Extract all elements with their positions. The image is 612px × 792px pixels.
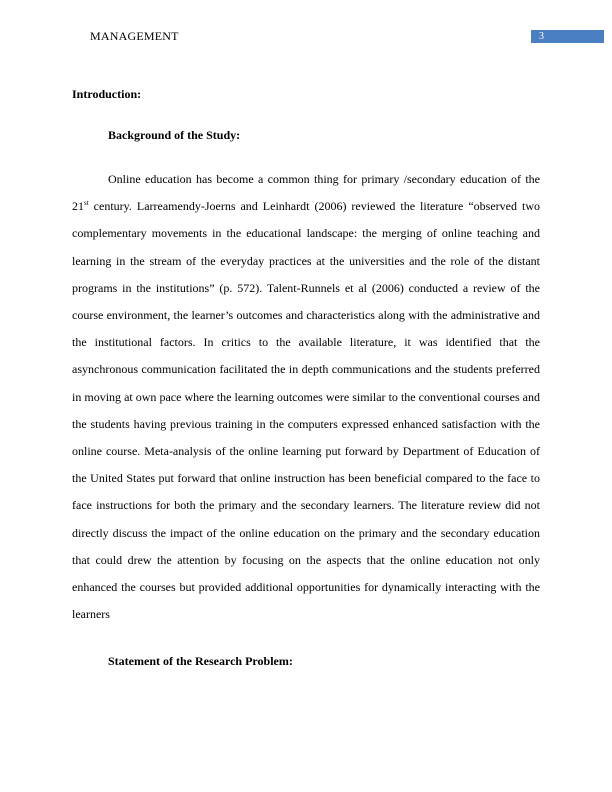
paragraph-text-start: Online education has become a common thing for primary /secondary education of the 21: [72, 172, 540, 214]
heading-statement-of-problem: Statement of the Research Problem:: [108, 654, 293, 668]
page-number: 3: [539, 31, 544, 42]
heading-introduction: Introduction:: [72, 87, 142, 101]
running-header-title: MANAGEMENT: [90, 29, 179, 43]
page-number-badge: [531, 30, 604, 43]
body-paragraph: [72, 166, 540, 628]
paragraph-text-rest: century. Larreamendy-Joerns and Leinhardt (2006) reviewed the literature “observed two complementary movements in the educational landscape: the merging of online teaching and learning in the stream of the everyday practices at the universities and the role of the distant programs in the institutions” (p. 572). Talent-Runnels et al (2006) conducted a review of the course environment, the learner’s outcomes and characteristics along with the administrative and the institutional factors. In critics to the available literature, it was identified that the asynchronous communication facilitated the in depth communications and the students preferred in moving at own pace where the learning outcomes were similar to the conventional courses and the students having previous training in the computers expressed enhanced satisfaction with the online course. Meta-analysis of the online learning put forward by Department of Education of the United States put forward that online instruction has been beneficial compared to the face to face instructions for both the primary and the secondary learners. The literature review did not directly discuss the impact of the online education on the primary and the secondary education that could drew the attention by focusing on the aspects that the online education not only enhanced the courses but provided additional opportunities for dynamically interacting with the learners: [72, 199, 540, 622]
ordinal-superscript: st: [84, 199, 89, 208]
heading-background-of-study: Background of the Study:: [108, 128, 241, 142]
